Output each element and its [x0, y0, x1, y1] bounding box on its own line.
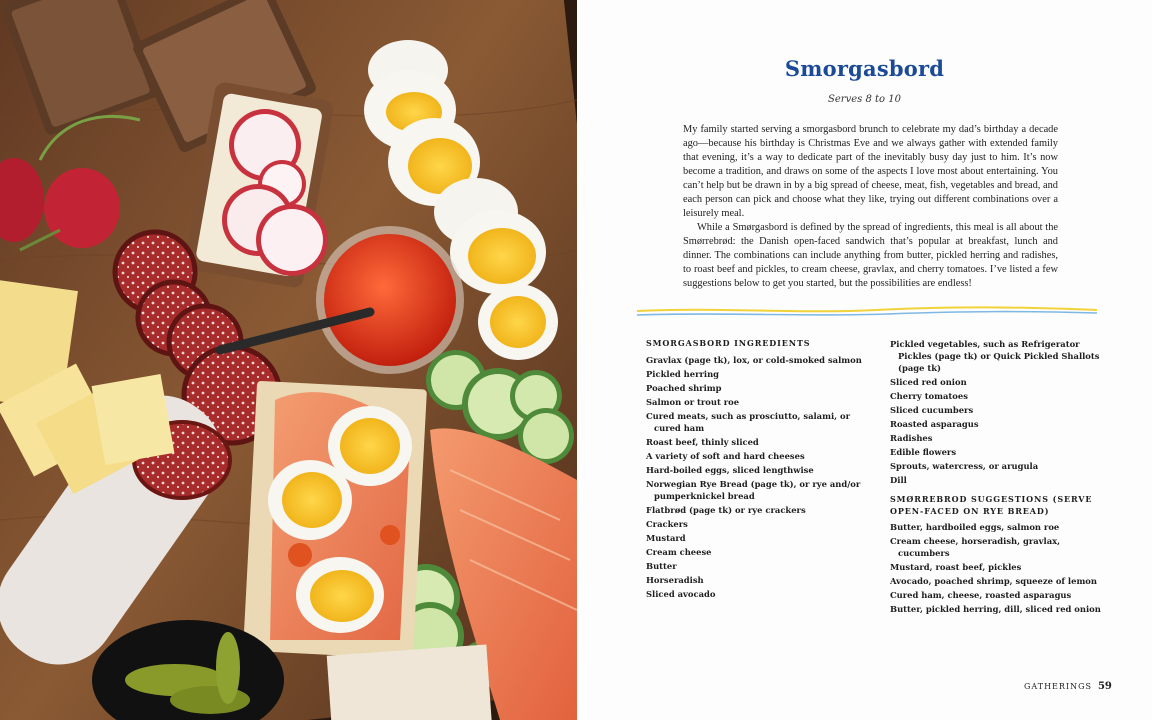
ingredients-heading: SMORGASBORD INGREDIENTS — [646, 338, 811, 348]
recipe-page — [577, 0, 1152, 720]
list-item: Cured meats, such as prosciutto, salami, or cured ham — [646, 410, 850, 433]
list-item: Salmon or trout roe — [646, 396, 740, 407]
intro-paragraph: My family started serving a smorgasbord brunch to celebrate my dad’s birthday a decade ago—because his birthday is Christmas Eve and we always gather with extended family that evening, it’s a way to dedicate part of the inevitably busy day just to him. It’s now become a tradition, and draws on some of the aspects I love most about entertaining. You can’t help but be drawn in by a big spread of cheese, meat, fish, vegetables and bread, and each person can pick and choose what they like, trying out different combinations over a leisurely meal. — [683, 124, 1058, 219]
list-item: Pickled herring — [646, 368, 720, 379]
list-item: Roasted asparagus — [890, 419, 979, 429]
recipe-title: Smorgasbord — [784, 56, 945, 81]
list-item: Hard-boiled eggs, sliced lengthwise — [646, 464, 814, 475]
list-item: Dill — [890, 475, 907, 485]
list-item: Pickled vegetables, such as Refrigerator Pickles (page tk) or Quick Pickled Shallots (page tk) — [890, 339, 1100, 373]
list-item: Sliced cucumbers — [890, 405, 974, 415]
list-item: Mustard — [646, 532, 686, 543]
list-item: Horseradish — [646, 574, 704, 585]
open-sandwich — [243, 381, 427, 660]
list-item: Butter, pickled herring, dill, sliced red onion — [890, 604, 1101, 614]
suggestions-heading: SMØRREBROD SUGGESTIONS (SERVE OPEN-FACED ON RYE BREAD) — [890, 494, 1093, 516]
ingredients-list-continued — [890, 338, 1105, 486]
list-item: Sliced red onion — [890, 377, 967, 387]
list-item: Sprouts, watercress, or arugula — [890, 461, 1039, 471]
recipe-intro — [683, 123, 1058, 291]
page-number: 59 — [1097, 681, 1112, 692]
page-footer — [1024, 681, 1112, 692]
list-item: Butter, hardboiled eggs, salmon roe — [890, 522, 1060, 532]
list-item: Roast beef, thinly sliced — [646, 436, 759, 447]
ingredients-list — [646, 354, 871, 600]
list-item: Avocado, poached shrimp, squeeze of lemon — [890, 576, 1097, 586]
list-item: Radishes — [890, 433, 933, 443]
list-item: A variety of soft and hard cheeses — [646, 450, 805, 461]
list-item: Edible flowers — [890, 447, 957, 457]
suggestions-list — [890, 521, 1105, 615]
list-item: Butter — [646, 560, 677, 571]
ingredients-column-right — [890, 338, 1105, 617]
crispbread — [327, 645, 493, 720]
list-item: Gravlax (page tk), lox, or cold-smoked salmon — [646, 354, 862, 365]
list-item: Norwegian Rye Bread (page tk), or rye and/or pumperknickel bread — [646, 478, 861, 501]
list-item: Sliced avocado — [646, 588, 716, 599]
intro-paragraph: While a Smørgasbord is defined by the spread of ingredients, this meal is all about the Smørrebrød: the Danish open-faced sandwich that’s popular at breakfast, lunch and dinner. The combinations can include anything from butter, pickled herring and radishes, to roast beef and pickles, to cream cheese, gravlax, and cherry tomatoes. I’ve listed a few suggestions below to get you started, but the possibilities are endless! — [683, 222, 1058, 289]
list-item: Crackers — [646, 518, 688, 529]
footer-section: GATHERINGS — [1024, 682, 1092, 691]
decorative-wave — [637, 305, 1097, 319]
list-item: Cured ham, cheese, roasted asparagus — [890, 590, 1072, 600]
list-item: Cherry tomatoes — [890, 391, 968, 401]
list-item: Flatbrød (page tk) or rye crackers — [646, 504, 806, 515]
list-item: Cream cheese, horseradish, gravlax, cucumbers — [890, 536, 1061, 558]
recipe-serves: Serves 8 to 10 — [828, 94, 901, 105]
list-item: Poached shrimp — [646, 382, 722, 393]
list-item: Cream cheese — [646, 546, 712, 557]
ingredients-column-left — [646, 338, 871, 602]
list-item: Mustard, roast beef, pickles — [890, 562, 1022, 572]
